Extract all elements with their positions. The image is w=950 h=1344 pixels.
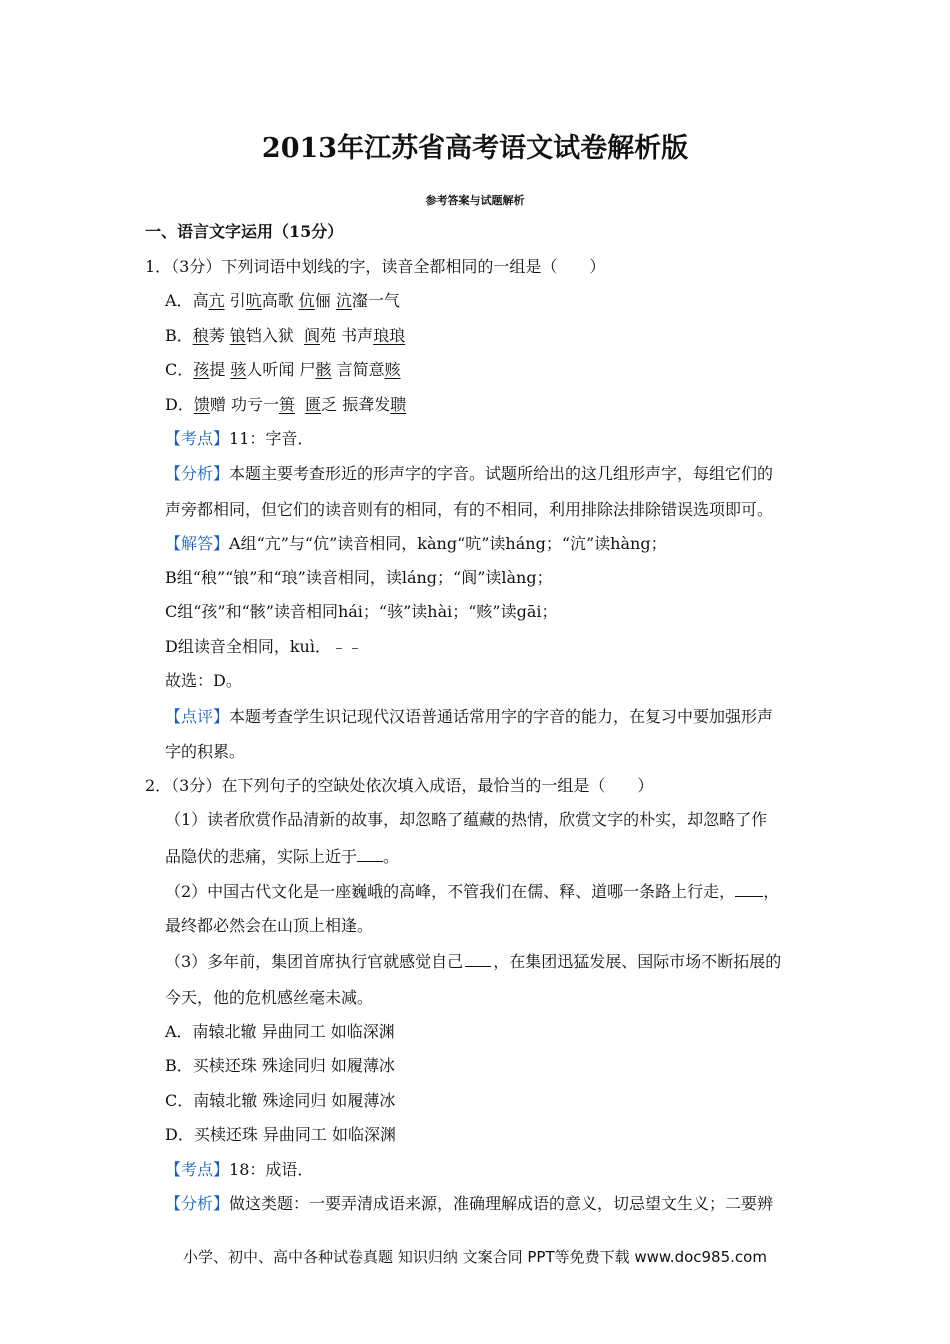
q1-option-a: A．高亢 引吭高歌 伉俪 沆瀣一气 bbox=[165, 291, 400, 310]
q1-kaodian: 【考点】11：字音． bbox=[165, 429, 314, 448]
q2-kaodian: 【考点】18：成语． bbox=[165, 1160, 314, 1179]
q1-jieda-b: B组“稂”“锒”和“琅”读音相同，读láng；“阆”读làng； bbox=[165, 568, 553, 587]
q2-sentence-3: （3）多年前，集团首席执行官就感觉自己 ，在集团迅猛发展、国际市场不断拓展的 bbox=[165, 952, 782, 971]
q2-option-d: D．买椟还珠 异曲同工 如临深渊 bbox=[165, 1125, 397, 1144]
q1-jieda: 【解答】A组“亢”与“伉”读音相同，kàng“吭”读háng；“沆”读hàng； bbox=[165, 534, 667, 553]
q2-option-b: B．买椟还珠 殊途同归 如履薄冰 bbox=[165, 1056, 395, 1075]
footer-banner: 小学、初中、高中各种试卷真题 知识归纳 文案合同 PPT等免费下载 www.doc985.com bbox=[183, 1248, 767, 1266]
page-subtitle: 参考答案与试题解析 bbox=[425, 194, 525, 207]
blank-3 bbox=[465, 951, 491, 967]
q1-option-c: C．孩提 骇人听闻 尸骸 言简意赅 bbox=[165, 360, 401, 379]
blank-2 bbox=[735, 881, 763, 897]
q1-option-d: D．馈赠 功亏一篑 匮乏 振聋发聩 bbox=[165, 395, 407, 414]
page-title: 2013年江苏省高考语文试卷解析版 bbox=[261, 133, 689, 164]
q2-fenxi: 【分析】做这类题：一要弄清成语来源，准确理解成语的意义，切忌望文生义；二要辨 bbox=[165, 1194, 774, 1213]
q2-sentence-2: （2）中国古代文化是一座巍峨的高峰，不管我们在儒、释、道哪一条路上行走， ， bbox=[165, 882, 780, 901]
section-heading: 一、语言文字运用（15分） bbox=[145, 222, 344, 241]
blank-1 bbox=[357, 846, 383, 862]
q1-answer: 故选：D。 bbox=[165, 671, 242, 690]
q2-sentence-2-cont: 最终都必然会在山顶上相逢。 bbox=[165, 916, 374, 935]
q2-option-c: C．南辕北辙 殊途同归 如履薄冰 bbox=[165, 1091, 396, 1110]
q1-fenxi-cont: 声旁都相同，但它们的读音则有的相同，有的不相同，利用排除法排除错误选项即可。 bbox=[165, 500, 774, 519]
q2-stem: 2．（3分）在下列句子的空缺处依次填入成语，最恰当的一组是（ ） bbox=[145, 776, 654, 795]
q2-sentence-1: （1）读者欣赏作品清新的故事，却忽略了蕴藏的热情，欣赏文字的朴实，却忽略了作 bbox=[165, 810, 768, 829]
q2-sentence-1-cont: 品隐伏的悲痛，实际上近于 。 bbox=[165, 847, 400, 866]
q1-stem: 1．（3分）下列词语中划线的字，读音全都相同的一组是（ ） bbox=[145, 257, 606, 276]
q1-option-b: B．稂莠 锒铛入狱 阆苑 书声琅琅 bbox=[165, 326, 406, 345]
q1-dianping: 【点评】本题考查学生识记现代汉语普通话常用字的字音的能力，在复习中要加强形声 bbox=[165, 707, 774, 726]
q1-jieda-c: C组“孩”和“骸”读音相同hái；“骇”读hài；“赅”读gāi； bbox=[165, 602, 558, 621]
q1-dianping-cont: 字的积累。 bbox=[165, 742, 246, 761]
q1-fenxi: 【分析】本题主要考查形近的形声字的字音。试题所给出的这几组形声字，每组它们的 bbox=[165, 464, 774, 483]
q2-option-a: A．南辕北辙 异曲同工 如临深渊 bbox=[165, 1022, 395, 1041]
q2-sentence-3-cont: 今天，他的危机感丝毫未减。 bbox=[165, 988, 374, 1007]
q1-jieda-d: D组读音全相同，kuì．﹣﹣ bbox=[165, 637, 363, 656]
